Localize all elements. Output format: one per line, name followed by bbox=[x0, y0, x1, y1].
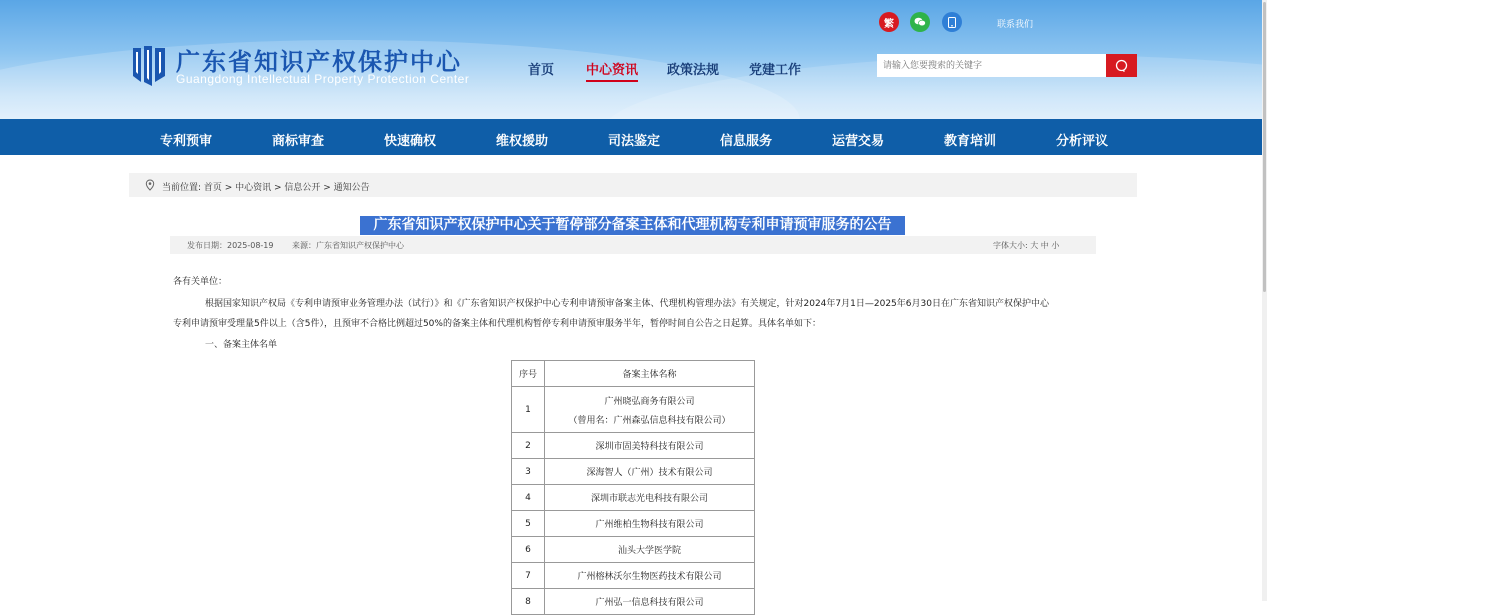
mainnav-operation[interactable]: 运营交易 bbox=[832, 134, 885, 149]
mainnav-rights-aid[interactable]: 维权援助 bbox=[496, 134, 549, 149]
entity-table bbox=[511, 360, 755, 615]
topnav-party[interactable]: 党建工作 bbox=[749, 63, 802, 78]
mainnav-trademark-review[interactable]: 商标审查 bbox=[272, 134, 325, 149]
mobile-icon[interactable] bbox=[942, 12, 962, 32]
row-name-text: 广州晓弘商务有限公司 bbox=[604, 396, 695, 407]
location-pin-icon bbox=[144, 179, 156, 191]
table-row bbox=[512, 485, 755, 511]
site-name-en: Guangdong Intellectual Property Protection Center bbox=[176, 72, 470, 86]
table-row bbox=[512, 433, 755, 459]
row-no: 6 bbox=[512, 537, 545, 563]
table-header-row bbox=[512, 361, 755, 387]
row-no: 7 bbox=[512, 563, 545, 589]
wechat-glyph-icon bbox=[914, 17, 926, 27]
row-no: 8 bbox=[512, 589, 545, 615]
row-name: 广州弘一信息科技有限公司 bbox=[545, 589, 755, 615]
table-header-no: 序号 bbox=[512, 361, 545, 387]
breadcrumb-text[interactable]: 当前位置: 首页 > 中心资讯 > 信息公开 > 通知公告 bbox=[162, 183, 370, 193]
row-no: 1 bbox=[512, 387, 545, 433]
mainnav-training[interactable]: 教育培训 bbox=[944, 134, 997, 149]
row-no: 5 bbox=[512, 511, 545, 537]
traditional-chinese-label: 繁 bbox=[884, 18, 894, 30]
traditional-chinese-icon[interactable] bbox=[879, 12, 899, 32]
row-name: 深圳市联志光电科技有限公司 bbox=[545, 485, 755, 511]
mainnav-info-service[interactable]: 信息服务 bbox=[720, 134, 773, 149]
row-name bbox=[545, 387, 755, 433]
table-row bbox=[512, 459, 755, 485]
site-logo-icon[interactable] bbox=[129, 42, 169, 88]
table-row bbox=[512, 589, 755, 615]
search-icon bbox=[1115, 59, 1128, 72]
mainnav-judicial[interactable]: 司法鉴定 bbox=[608, 134, 661, 149]
paragraph-line: 根据国家知识产权局《专利申请预审业务管理办法（试行）》和《广东省知识产权保护中心专利申请预审备案主体、代理机构管理办法》有关规定，针对2024年7月1日—2025年6月30日在广东省知识产权保护中心 bbox=[205, 299, 1049, 309]
table-row bbox=[512, 563, 755, 589]
row-no: 3 bbox=[512, 459, 545, 485]
row-no: 2 bbox=[512, 433, 545, 459]
article-source: 来源：广东省知识产权保护中心 bbox=[292, 241, 404, 250]
font-size-controls[interactable]: 字体大小: 大 中 小 bbox=[993, 241, 1060, 250]
contact-us-link[interactable]: 联系我们 bbox=[997, 20, 1034, 30]
section-heading: 一、备案主体名单 bbox=[205, 340, 278, 350]
table-header-name: 备案主体名称 bbox=[545, 361, 755, 387]
paragraph-line: 专利申请预审受理量5件以上（含5件），且预审不合格比例超过50%的备案主体和代理机构暂停专利申请预审服务半年，暂停时间自公告之日起算。具体名单如下： bbox=[173, 319, 821, 329]
publish-date: 发布日期：2025-08-19 bbox=[187, 241, 274, 250]
mainnav-patent-precheck[interactable]: 专利预审 bbox=[160, 134, 213, 149]
row-name: 深圳市固美特科技有限公司 bbox=[545, 433, 755, 459]
salutation: 各有关单位： bbox=[173, 277, 228, 287]
site-name[interactable]: 广东省知识产权保护中心 bbox=[176, 48, 462, 76]
topnav-policy[interactable]: 政策法规 bbox=[667, 63, 720, 78]
article-title: 广东省知识产权保护中心关于暂停部分备案主体和代理机构专利申请预审服务的公告 bbox=[360, 216, 905, 235]
search-button[interactable] bbox=[1106, 54, 1137, 77]
scrollbar-thumb[interactable] bbox=[1263, 2, 1266, 292]
row-no: 4 bbox=[512, 485, 545, 511]
table-row bbox=[512, 537, 755, 563]
mainnav-fast-confirm[interactable]: 快速确权 bbox=[384, 134, 437, 149]
topnav-home[interactable]: 首页 bbox=[528, 63, 555, 78]
row-name: 深海智人（广州）技术有限公司 bbox=[545, 459, 755, 485]
table-row bbox=[512, 387, 755, 433]
wechat-icon[interactable] bbox=[910, 12, 930, 32]
row-name: 汕头大学医学院 bbox=[545, 537, 755, 563]
row-name: 广州榕林沃尔生物医药技术有限公司 bbox=[545, 563, 755, 589]
mainnav-analysis[interactable]: 分析评议 bbox=[1056, 134, 1109, 149]
mobile-glyph-icon bbox=[948, 17, 956, 28]
table-row bbox=[512, 511, 755, 537]
topnav-news[interactable]: 中心资讯 bbox=[586, 59, 638, 78]
search-input[interactable] bbox=[877, 54, 1106, 77]
row-name: 广州维柏生物科技有限公司 bbox=[545, 511, 755, 537]
row-alias-text: （曾用名：广州森弘信息科技有限公司） bbox=[568, 415, 731, 426]
